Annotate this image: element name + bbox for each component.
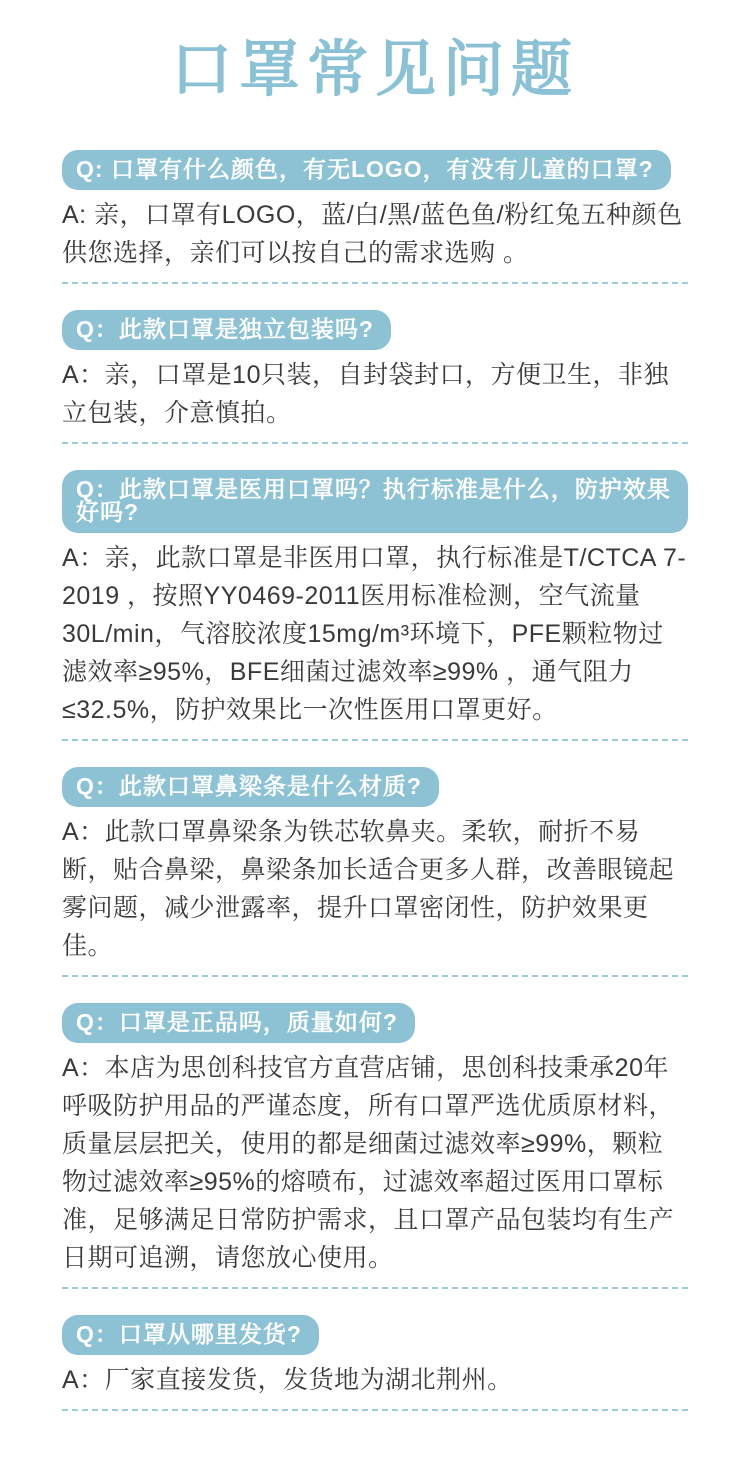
faq-section bbox=[62, 310, 688, 444]
faq-question-pill: Q：此款口罩鼻梁条是什么材质? bbox=[62, 767, 439, 807]
section-divider bbox=[62, 282, 688, 284]
faq-question-pill: Q: 口罩有什么颜色，有无LOGO，有没有儿童的口罩? bbox=[62, 150, 671, 190]
section-divider bbox=[62, 1409, 688, 1411]
section-divider bbox=[62, 739, 688, 741]
faq-answer: A：厂家直接发货，发货地为湖北荆州。 bbox=[62, 1366, 513, 1395]
faq-section bbox=[62, 150, 688, 284]
page-title: 口罩常见问题 bbox=[170, 35, 579, 103]
faq-section bbox=[62, 1315, 688, 1411]
faq-question-pill: Q：此款口罩是独立包装吗? bbox=[62, 310, 391, 350]
faq-answer: A: 亲，口罩有LOGO，蓝/白/黑/蓝色鱼/粉红兔五种颜色供您选择，亲们可以按自己的需求选购 。 bbox=[62, 201, 683, 268]
faq-answer: A：亲，口罩是10只装，自封袋封口，方便卫生，非独立包装，介意慎拍。 bbox=[62, 361, 669, 428]
faq-answer: A：亲，此款口罩是非医用口罩，执行标准是T/CTCA 7-2019 ，按照YY0469-2011医用标准检测，空气流量30L/min，气溶胶浓度15mg/m³环境下，PFE颗粒物过滤效率≥95%，BFE细菌过滤效率≥99% ，通气阻力≤32.5%，防护效果比一次性医用口罩更好。 bbox=[62, 544, 687, 725]
faq-answer: A：本店为思创科技官方直营店铺，思创科技秉承20年呼吸防护用品的严谨态度，所有口罩严选优质原材料，质量层层把关，使用的都是细菌过滤效率≥99%，颗粒物过滤效率≥95%的熔喷布，过滤效率超过医用口罩标准，足够满足日常防护需求，且口罩产品包装均有生产日期可追溯，请您放心使用。 bbox=[62, 1054, 675, 1273]
faq-answer: A：此款口罩鼻梁条为铁芯软鼻夹。柔软，耐折不易断，贴合鼻梁，鼻梁条加长适合更多人群，改善眼镜起雾问题，减少泄露率，提升口罩密闭性，防护效果更佳。 bbox=[62, 818, 675, 961]
faq-question-pill: Q：此款口罩是医用口罩吗？执行标准是什么，防护效果好吗? bbox=[62, 470, 688, 533]
section-divider bbox=[62, 975, 688, 977]
faq-question-pill: Q：口罩从哪里发货? bbox=[62, 1315, 319, 1355]
faq-section bbox=[62, 1003, 688, 1289]
faq-section bbox=[62, 470, 688, 741]
faq-question-pill: Q：口罩是正品吗，质量如何? bbox=[62, 1003, 415, 1043]
faq-section bbox=[62, 767, 688, 977]
section-divider bbox=[62, 442, 688, 444]
section-divider bbox=[62, 1287, 688, 1289]
